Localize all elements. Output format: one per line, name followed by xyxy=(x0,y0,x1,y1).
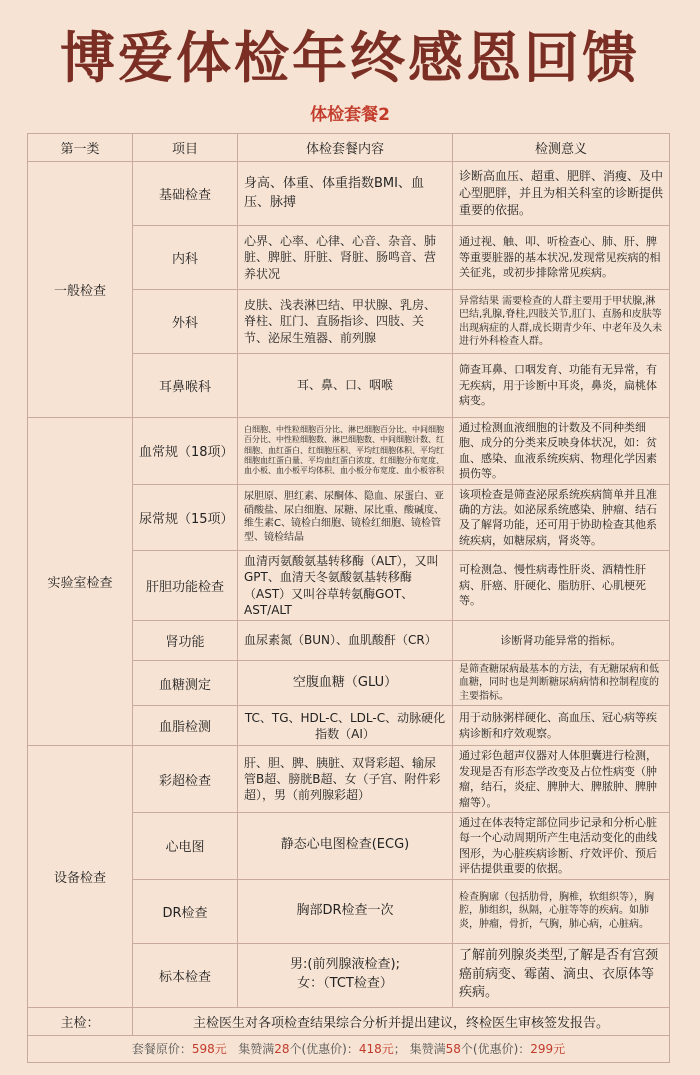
item-meaning: 诊断高血压、超重、肥胖、消瘦、及中心型肥胖，并且为相关科室的诊断提供重要的依据。 xyxy=(453,162,670,226)
item-meaning: 诊断肾功能异常的指标。 xyxy=(453,620,670,660)
category-general: 一般检查 xyxy=(28,162,133,418)
item-label: 心电图 xyxy=(133,812,238,879)
category-equipment: 设备检查 xyxy=(28,746,133,1007)
item-content: 身高、体重、体重指数BMI、血压、脉搏 xyxy=(238,162,453,226)
item-meaning: 检查胸廓（包括肋骨，胸椎，软组织等），胸腔，肺组织，纵隔，心脏等等的疾病。如肺炎，肿瘤，骨折，气胸，肺心病，心脏病。 xyxy=(453,879,670,943)
price-separator: ； xyxy=(393,1042,406,1056)
item-meaning: 通过彩色超声仪器对人体胆囊进行检测，发现是否有形态学改变及占位性病变（肿瘤，结石，炎症、脾肿大、脾脓肿、脾肿瘤等）。 xyxy=(453,746,670,813)
item-content: 血清丙氨酸氨基转移酶（ALT），又叫GPT、血清天冬氨酸氨基转移酶（AST）又叫谷草转氨酶GOT、AST/ALT xyxy=(238,551,453,621)
likes-28-count: 28 xyxy=(274,1042,290,1056)
original-price: 598元 xyxy=(191,1042,227,1056)
likes-58-price: 299元 xyxy=(530,1042,566,1056)
item-meaning: 了解前列腺炎类型,了解是否有宫颈癌前病变、霉菌、滴虫、衣原体等疾病。 xyxy=(453,943,670,1007)
item-meaning: 通过在体表特定部位同步记录和分析心脏每一个心动周期所产生电活动变化的曲线图形，为心脏疾病诊断、疗效评价、预后评估提供重要的依据。 xyxy=(453,812,670,879)
table-row xyxy=(28,418,670,485)
item-label: 内科 xyxy=(133,226,238,290)
table-header-row xyxy=(28,134,670,162)
item-content: 胸部DR检查一次 xyxy=(238,879,453,943)
page-title: 博爱体检年终感恩回馈 xyxy=(59,25,640,90)
item-content: 皮肤、浅表淋巴结、甲状腺、乳房、脊柱、肛门、直肠指诊、四肢、关节、泌尿生殖器、前列腺 xyxy=(238,290,453,354)
item-content: 耳、鼻、口、咽喉 xyxy=(238,354,453,418)
header-category: 第一类 xyxy=(28,134,133,162)
item-meaning: 异常结果 需要检查的人群主要用于甲状腺,淋巴结,乳腺,脊柱,四肢关节,肛门、直肠和皮肤等出现病症的人群,成长期青少年、中老年及久未进行外科检查人群。 xyxy=(453,290,670,354)
item-meaning: 是筛查糖尿病最基本的方法，有无糖尿病和低血糖，同时也是判断糖尿病病情和控制程度的主要指标。 xyxy=(453,660,670,706)
specimen-female: 女：（TCT检查） xyxy=(297,976,393,991)
item-meaning: 筛查耳鼻、口咽发育、功能有无异常，有无疾病，用于诊断中耳炎，鼻炎，扁桃体病变。 xyxy=(453,354,670,418)
pricing-row xyxy=(28,1035,670,1062)
item-label: DR检查 xyxy=(133,879,238,943)
summary-text: 主检医生对各项检查结果综合分析并提出建议，终检医生审核签发报告。 xyxy=(133,1007,670,1035)
item-label: 尿常规（15项） xyxy=(133,484,238,551)
item-meaning: 可检测急、慢性病毒性肝炎、酒精性肝病、肝癌、肝硬化、脂肪肝、心肌梗死等。 xyxy=(453,551,670,621)
table-row xyxy=(28,746,670,813)
likes-28-prefix: 集赞满 xyxy=(238,1042,275,1056)
item-content: TC、TG、HDL-C、LDL-C、动脉硬化指数（AI） xyxy=(238,706,453,746)
checkup-table xyxy=(27,133,670,1063)
item-label: 血糖测定 xyxy=(133,660,238,706)
original-price-label: 套餐原价： xyxy=(131,1042,192,1056)
likes-58-suffix: 个(优惠价)： xyxy=(460,1042,531,1056)
item-content: 尿胆原、胆红素、尿酮体、隐血、尿蛋白、亚硝酸盐、尿白细胞、尿糖、尿比重、酸碱度、维生素C、镜检白细胞、镜检红细胞、镜检管型、镜检结晶 xyxy=(238,484,453,551)
item-label: 肾功能 xyxy=(133,620,238,660)
header-item: 项目 xyxy=(133,134,238,162)
item-meaning: 通过视、触、叩、听检查心、肺、肝、脾等重要脏器的基本状况,发现常见疾病的相关征兆，或初步排除常见疾病。 xyxy=(453,226,670,290)
item-label: 基础检查 xyxy=(133,162,238,226)
item-content: 心界、心率、心律、心音、杂音、肺脏、脾脏、肝脏、肾脏、肠鸣音、营养状况 xyxy=(238,226,453,290)
table-row xyxy=(28,162,670,226)
item-content: 肝、胆、脾、胰脏、双肾彩超、输尿管B超、膀胱B超、女（子宫、附件彩超），男（前列腺彩超） xyxy=(238,746,453,813)
item-label: 肝胆功能检查 xyxy=(133,551,238,621)
likes-58-prefix: 集赞满 xyxy=(409,1042,446,1056)
item-label: 外科 xyxy=(133,290,238,354)
item-content: 静态心电图检查(ECG) xyxy=(238,812,453,879)
header-content: 体检套餐内容 xyxy=(238,134,453,162)
item-label: 血常规（18项） xyxy=(133,418,238,485)
likes-58-count: 58 xyxy=(445,1042,461,1056)
item-meaning: 该项检查是筛查泌尿系统疾病简单并且准确的方法。如泌尿系统感染、肿瘤、结石及了解肾功能，还可用于协助检查其他系统疾病，如糖尿病，肾炎等。 xyxy=(453,484,670,551)
summary-label: 主检： xyxy=(28,1007,133,1035)
item-content xyxy=(238,943,453,1007)
category-lab: 实验室检查 xyxy=(28,418,133,746)
item-label: 彩超检查 xyxy=(133,746,238,813)
item-label: 耳鼻喉科 xyxy=(133,354,238,418)
likes-28-suffix: 个(优惠价)： xyxy=(289,1042,359,1056)
item-content: 血尿素氮（BUN）、血肌酸酐（CR） xyxy=(238,620,453,660)
summary-row xyxy=(28,1007,670,1035)
package-subtitle: 体检套餐2 xyxy=(310,105,390,125)
item-meaning: 用于动脉粥样硬化、高血压、冠心病等疾病诊断和疗效观察。 xyxy=(453,706,670,746)
item-content: 白细胞、中性粒细胞百分比、淋巴细胞百分比、中间细胞百分比、中性粒细胞数、淋巴细胞数、中间细胞计数、红细胞、血红蛋白、红细胞压积、平均红细胞体积、平均红细胞血红蛋白量、平均血红蛋白浓度、红细胞分布宽度、血小板、血小板平均体积、血小板分布宽度、血小板容积 xyxy=(238,418,453,485)
likes-28-price: 418元 xyxy=(358,1042,394,1056)
item-label: 标本检查 xyxy=(133,943,238,1007)
header-meaning: 检测意义 xyxy=(453,134,670,162)
item-meaning: 通过检测血液细胞的计数及不同种类细胞、成分的分类来反映身体状况，如：贫血、感染、血液系统疾病、物理化学因素损伤等。 xyxy=(453,418,670,485)
pricing-cell xyxy=(28,1035,670,1062)
item-content: 空腹血糖（GLU） xyxy=(238,660,453,706)
item-label: 血脂检测 xyxy=(133,706,238,746)
specimen-male: 男:(前列腺液检查); xyxy=(290,957,400,973)
